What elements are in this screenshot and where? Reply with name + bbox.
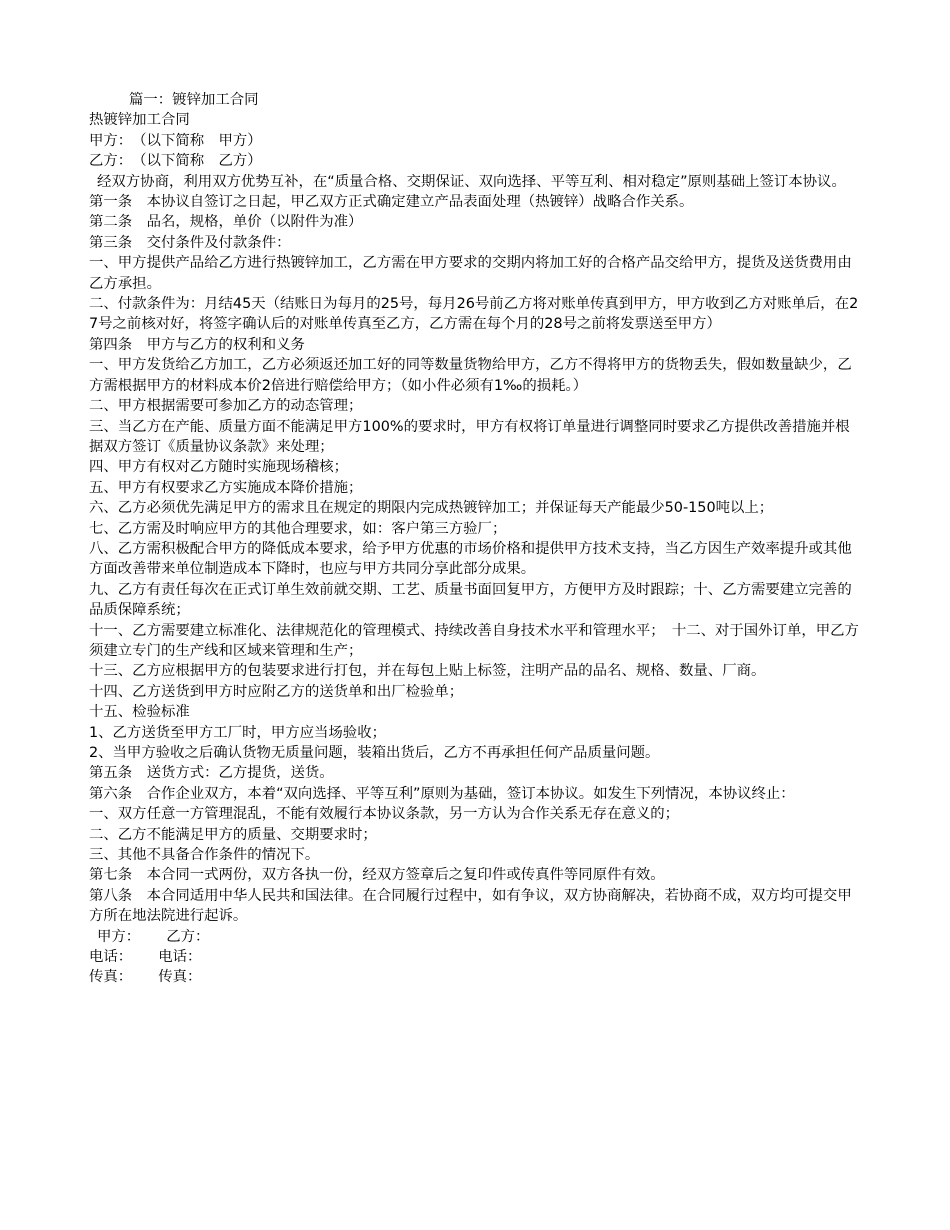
article-4-item-11: 十一、乙方需要建立标准化、法律规范化的管理模式、持续改善自身技术水平和管理水平； 十二、对于国外订单，甲乙方须建立专门的生产线和区域来管理和生产；	[89, 622, 859, 659]
article-4-item-9: 九、乙方有责任每次在正式订单生效前就交期、工艺、质量书面回复甲方，方便甲方及时跟踪；十、乙方需要建立完善的品质保障系统；	[89, 581, 852, 619]
article-4-item-4: 四、甲方有权对乙方随时实施现场稽核；	[89, 459, 349, 476]
article-8: 第八条 本合同适用中华人民共和国法律。在合同履行过程中，如有争议，双方协商解决，若协商不成，双方均可提交甲方所在地法院进行起诉。	[89, 887, 852, 925]
fax-party-b: 传真：	[158, 969, 202, 986]
article-6-item-3: 三、其他不具备合作条件的情况下。	[89, 847, 320, 864]
article-4-item-14: 十四、乙方送货到甲方时应附乙方的送货单和出厂检验单；	[89, 683, 464, 700]
phone-party-a: 电话：	[89, 949, 133, 966]
article-4-item-7: 七、乙方需及时响应甲方的其他合理要求，如：客户第三方验厂；	[89, 520, 507, 537]
article-4-item-15: 十五、检验标准	[89, 704, 190, 721]
article-7: 第七条 本合同一式两份，双方各执一份，经双方签章后之复印件或传真件等同原件有效。	[89, 867, 665, 884]
contract-title: 热镀锌加工合同	[89, 112, 190, 129]
article-6-item-2: 二、乙方不能满足甲方的质量、交期要求时；	[89, 826, 377, 843]
article-3: 第三条 交付条件及付款条件：	[89, 234, 291, 251]
article-4-item-3: 三、当乙方在产能、质量方面不能满足甲方100%的要求时，甲方有权将订单量进行调整同时要求乙方提供改善措施并根据双方签订《质量协议条款》来处理；	[89, 418, 850, 455]
phone-party-b: 电话：	[158, 949, 202, 966]
article-4-item-1: 一、甲方发货给乙方加工，乙方必须返还加工好的同等数量货物给甲方，乙方不得将甲方的货物丢失，假如数量缺少，乙方需根据甲方的材料成本价2倍进行赔偿给甲方；（如小件必须有1‰的损耗。）	[89, 357, 852, 394]
article-4-item-13: 十三、乙方应根据甲方的包装要求进行打包，并在每包上贴上标签，注明产品的品名、规格、数量、厂商。	[89, 663, 766, 680]
signature-row	[89, 927, 864, 947]
signature-party-b: 乙方：	[166, 928, 210, 945]
article-6-item-1: 一、双方任意一方管理混乱，不能有效履行本协议条款，另一方认为合作关系无存在意义的；	[89, 806, 680, 823]
inspection-item-2: 2、当甲方验收之后确认货物无质量问题，装箱出货后，乙方不再承担任何产品质量问题。	[89, 745, 660, 761]
signature-party-a: 甲方：	[97, 928, 141, 945]
article-3-item-2: 二、付款条件为：月结45天（结账日为每月的25号，每月26号前乙方将对账单传真到甲方，甲方收到乙方对账单后，在27号之前核对好，将签字确认后的对账单传真至乙方，乙方需在每个月的28号之前将发票送至甲方）	[89, 296, 859, 333]
article-6: 第六条 合作企业双方，本着“双向选择、平等互利”原则为基础，签订本协议。如发生下列情况，本协议终止：	[89, 785, 795, 802]
article-3-item-1: 一、甲方提供产品给乙方进行热镀锌加工，乙方需在甲方要求的交期内将加工好的合格产品交给甲方，提货及送货费用由乙方承担。	[89, 255, 852, 292]
article-4-item-2: 二、甲方根据需要可参加乙方的动态管理；	[89, 398, 363, 415]
article-5: 第五条 送货方式：乙方提货，送货。	[89, 765, 334, 782]
article-1: 第一条 本协议自签订之日起，甲乙双方正式确定建立产品表面处理（热镀锌）战略合作关系。	[89, 194, 694, 211]
fax-party-a: 传真：	[89, 969, 133, 986]
article-4-item-6: 六、乙方必须优先满足甲方的需求且在规定的期限内完成热镀锌加工；并保证每天产能最少50-150吨以上；	[89, 500, 774, 517]
document-heading: 篇一：镀锌加工合同	[129, 92, 259, 108]
inspection-item-1: 1、乙方送货至甲方工厂时，甲方应当场验收；	[89, 724, 386, 741]
intro-paragraph: 经双方协商，利用双方优势互补，在“质量合格、交期保证、双向选择、平等互利、相对稳定”原则基础上签订本协议。	[97, 173, 846, 190]
article-2: 第二条 品名，规格，单价（以附件为准）	[89, 214, 363, 231]
party-a-line: 甲方： （以下简称 甲方）	[89, 132, 262, 149]
article-4-item-8: 八、乙方需积极配合甲方的降低成本要求，给予甲方优惠的市场价格和提供甲方技术支持，当乙方因生产效率提升或其他方面改善带来单位制造成本下降时，也应与甲方共同分享此部分成果。	[89, 540, 852, 578]
article-4: 第四条 甲方与乙方的权利和义务	[89, 336, 305, 353]
article-4-item-5: 五、甲方有权要求乙方实施成本降价措施；	[89, 479, 363, 496]
contract-document	[89, 90, 864, 988]
phone-row	[89, 947, 864, 967]
party-b-line: 乙方： （以下简称 乙方）	[89, 153, 262, 170]
fax-row	[89, 967, 864, 987]
